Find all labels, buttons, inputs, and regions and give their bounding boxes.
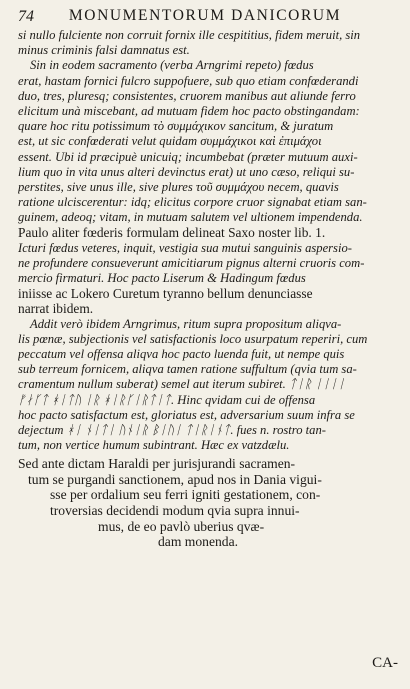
text-line: duo, tres, pluresq; consistentes, cruorem manibus aut aliunde ferro [18,88,356,103]
text-line: iniisse ac Lokero Curetum tyranno bellum denunciasse [18,286,313,302]
page-number: 74 [18,8,34,25]
text-line: dejectum ᚼᛁ ᚾᛁᛏᛁ ᚢᚾᛁᚱ ᛒᛁᚢᛁ ᛏᛁᚱᛁᚾᛏ. fues n. rostro tan- [18,422,326,437]
text-line: erat, hastam fornici fulcro suppofuere, sub quo etiam confœderandi [18,73,359,88]
text-line: Icturi fœdus veteres, inquit, vestigia sua mutui sanguinis aspersio- [18,240,352,255]
text-line: perstites, sive unus ille, sive plures τοῦ συμμάχου necem, quavis [18,179,339,194]
main-paragraphs [18,28,390,453]
text-line: mercio firmaturi. Hoc pacto Liserum & Hadingum fœdus [18,271,306,285]
text-line: tum, non vertice humum subintrant. Hæc ex vatzdælu. [18,438,290,453]
text-line: peccatum vel offensa aliqva hoc pacto luenda fuit, ut nempe quis [18,346,345,361]
text-line: est, ut sic confœderati velut quidam συμμάχικοι καὶ ἐπιμάχοι [18,134,322,149]
text-line: guinem, adeoq; vitam, in mutuam salutem vel ultionem impendenda. [18,210,363,225]
closing-paragraph [18,456,390,550]
text-line: Sin in eodem sacramento (verba Arngrimi repeto) fœdus [30,58,314,73]
closing-line: troversias decidendi modum qvia supra innui- [50,503,300,519]
running-title: MONUMENTORUM DANICORUM [68,7,342,24]
closing-line: Sed ante dictam Haraldi per jurisjurandi sacramen- [18,456,296,472]
text-line: ratione ulciscerentur: idq; elicitus corpore cruor signabat etiam san- [18,195,367,210]
text-line: narrat ibidem. [18,301,94,317]
closing-line: mus, de eo pavlò uberius qvæ- [98,518,265,534]
text-line: lis pœnæ, subjectionis vel satisfactionis loco usurpatum reperiri, cum [18,331,368,346]
text-line: sub terreum fornicem, aliqva tamen ratione suffultum (qvia tum sa- [18,362,357,377]
text-line: si nullo fulciente non corruit fornix ille cespititius, fidem meruit, sin [18,28,361,42]
text-line: minus criminis falsi damnatus est. [18,43,190,58]
text-line: ne profundere consueverunt amicitiarum pignus alterni cruoris com- [18,255,365,270]
text-line: Addit verò ibidem Arngrimus, ritum supra propositum aliqva- [30,316,342,331]
closing-line: sse per ordalium seu ferri igniti gestationem, con- [50,487,321,503]
closing-line: tum se purgandi sanctionem, apud nos in Dania vigui- [28,471,322,487]
text-line: elicitum unà miscebant, ad mutuam fidem hoc pacto obstingandam: [18,103,360,118]
text-line: cramentum nullum suberat) semel aut iterum subiret. ᛏᛁᚱ ᛁᛁᛁᛁ [18,377,346,392]
closing-line: dam monenda. [158,534,239,550]
body-text [18,28,390,550]
text-line: lium quo in vita unus alteri devinctus erat) ut uno cæso, reliqui su- [18,164,355,179]
text-line: ᚠᛅᚴᛏ ᚼᛁᛏᚢ ᛁᚱ ᚼᛁᚱᚴᛁᚱᛏᛁᛏ. Hinc qvidam cui de offensa [18,392,316,407]
text-line: hoc pacto satisfactum est, gloriatus est, adversarium suum infra se [18,407,355,422]
text-line: Paulo aliter fœderis formulam delineat Saxo noster lib. 1. [18,225,326,241]
catchword: CA- [372,655,398,671]
text-line: quare hoc ritu potissimum τὸ συμμάχικον sancitum, & juratum [18,119,334,134]
page-header [10,4,400,28]
text-line: essent. Ubi id præcipuè unicuiq; incumbebat (præter mutuum auxi- [18,149,358,164]
